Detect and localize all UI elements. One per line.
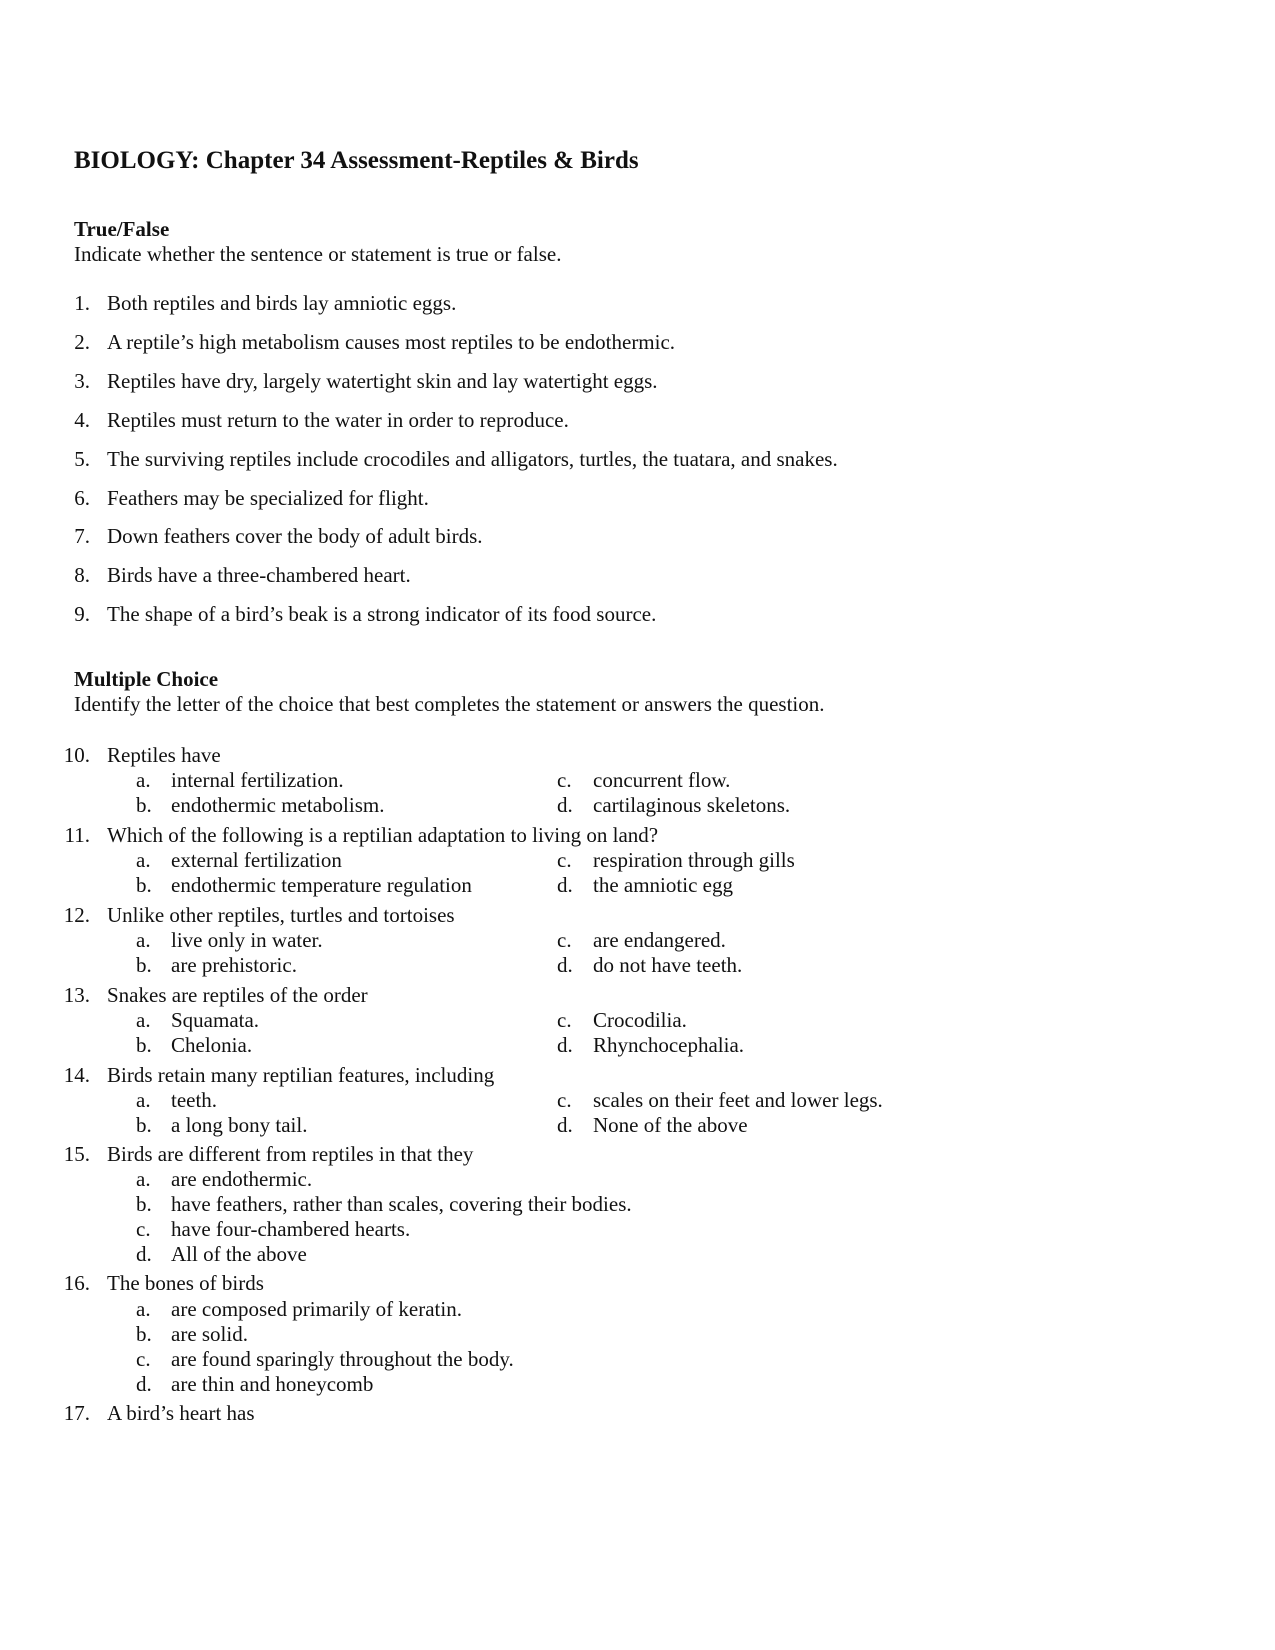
item-number: 6.	[74, 486, 90, 510]
true-false-instructions: Indicate whether the sentence or statement is true or false.	[74, 242, 562, 266]
option-letter: b.	[136, 1322, 152, 1346]
option-text: are endothermic.	[171, 1167, 313, 1191]
item-number: 8.	[74, 563, 90, 587]
item-number: 1.	[74, 291, 90, 315]
option-text: endothermic metabolism.	[171, 793, 385, 817]
option-text: have feathers, rather than scales, covering their bodies.	[171, 1192, 632, 1216]
question-text: Which of the following is a reptilian adaptation to living on land?	[107, 823, 659, 847]
question-text: The bones of birds	[107, 1271, 264, 1295]
option-letter: d.	[557, 1113, 573, 1137]
item-text: Feathers may be specialized for flight.	[107, 486, 429, 510]
option-letter: d.	[136, 1242, 152, 1266]
option-text: Chelonia.	[171, 1033, 253, 1057]
item-text: A reptile’s high metabolism causes most reptiles to be endothermic.	[107, 330, 676, 354]
option-text: scales on their feet and lower legs.	[593, 1088, 883, 1112]
option-letter: b.	[136, 953, 152, 977]
option-text: cartilaginous skeletons.	[593, 793, 791, 817]
option-text: live only in water.	[171, 928, 323, 952]
option-text: have four-chambered hearts.	[171, 1217, 411, 1241]
question-number: 15.	[63, 1142, 90, 1166]
true-false-heading: True/False	[74, 217, 170, 241]
option-text: are endangered.	[593, 928, 726, 952]
option-text: are thin and honeycomb	[171, 1372, 374, 1396]
option-letter: d.	[557, 793, 573, 817]
option-letter: c.	[557, 928, 572, 952]
option-text: Squamata.	[171, 1008, 260, 1032]
option-text: endothermic temperature regulation	[171, 873, 472, 897]
question-text: A bird’s heart has	[107, 1401, 255, 1425]
option-letter: a.	[136, 848, 151, 872]
item-text: The surviving reptiles include crocodiles and alligators, turtles, the tuatara, and snakes.	[107, 447, 838, 471]
item-number: 2.	[74, 330, 90, 354]
option-letter: d.	[557, 1033, 573, 1057]
option-text: the amniotic egg	[593, 873, 733, 897]
item-text: Both reptiles and birds lay amniotic eggs.	[107, 291, 457, 315]
option-letter: b.	[136, 1192, 152, 1216]
option-letter: a.	[136, 768, 151, 792]
option-letter: c.	[136, 1347, 151, 1371]
option-letter: b.	[136, 1033, 152, 1057]
question-text: Snakes are reptiles of the order	[107, 983, 368, 1007]
option-text: All of the above	[171, 1242, 307, 1266]
option-letter: c.	[557, 768, 572, 792]
question-number: 17.	[63, 1401, 90, 1425]
option-letter: a.	[136, 1088, 151, 1112]
option-letter: d.	[557, 873, 573, 897]
option-text: are solid.	[171, 1322, 248, 1346]
item-number: 4.	[74, 408, 90, 432]
option-text: respiration through gills	[593, 848, 795, 872]
item-number: 5.	[74, 447, 90, 471]
question-number: 11.	[64, 823, 90, 847]
item-text: Down feathers cover the body of adult birds.	[107, 524, 483, 548]
question-number: 13.	[63, 983, 90, 1007]
option-letter: d.	[557, 953, 573, 977]
option-letter: a.	[136, 1008, 151, 1032]
question-number: 16.	[63, 1271, 90, 1295]
question-number: 12.	[63, 903, 90, 927]
item-number: 3.	[74, 369, 90, 393]
option-text: None of the above	[593, 1113, 748, 1137]
option-letter: b.	[136, 1113, 152, 1137]
option-letter: b.	[136, 793, 152, 817]
option-letter: b.	[136, 873, 152, 897]
option-letter: c.	[557, 1008, 572, 1032]
question-number: 14.	[63, 1063, 90, 1087]
option-letter: a.	[136, 928, 151, 952]
item-text: Reptiles must return to the water in order to reproduce.	[107, 408, 569, 432]
option-letter: d.	[136, 1372, 152, 1396]
question-number: 10.	[63, 743, 90, 767]
option-text: do not have teeth.	[593, 953, 743, 977]
option-text: Rhynchocephalia.	[593, 1033, 745, 1057]
option-text: internal fertilization.	[171, 768, 344, 792]
option-text: concurrent flow.	[593, 768, 731, 792]
option-text: are found sparingly throughout the body.	[171, 1347, 514, 1371]
option-text: Crocodilia.	[593, 1008, 687, 1032]
item-text: Reptiles have dry, largely watertight skin and lay watertight eggs.	[107, 369, 658, 393]
item-text: The shape of a bird’s beak is a strong indicator of its food source.	[107, 602, 657, 626]
option-letter: c.	[557, 848, 572, 872]
question-text: Unlike other reptiles, turtles and tortoises	[107, 903, 455, 927]
document-title: BIOLOGY: Chapter 34 Assessment-Reptiles & Birds	[74, 147, 639, 174]
option-text: a long bony tail.	[171, 1113, 308, 1137]
question-text: Reptiles have	[107, 743, 221, 767]
item-text: Birds have a three-chambered heart.	[107, 563, 411, 587]
item-number: 7.	[74, 524, 90, 548]
option-text: external fertilization	[171, 848, 342, 872]
option-text: are prehistoric.	[171, 953, 297, 977]
question-text: Birds retain many reptilian features, including	[107, 1063, 495, 1087]
option-letter: c.	[557, 1088, 572, 1112]
option-letter: c.	[136, 1217, 151, 1241]
question-text: Birds are different from reptiles in that they	[107, 1142, 474, 1166]
multiple-choice-heading: Multiple Choice	[74, 667, 219, 691]
option-letter: a.	[136, 1297, 151, 1321]
option-text: are composed primarily of keratin.	[171, 1297, 462, 1321]
item-number: 9.	[74, 602, 90, 626]
multiple-choice-instructions: Identify the letter of the choice that best completes the statement or answers the question.	[74, 692, 825, 716]
option-letter: a.	[136, 1167, 151, 1191]
option-text: teeth.	[171, 1088, 218, 1112]
